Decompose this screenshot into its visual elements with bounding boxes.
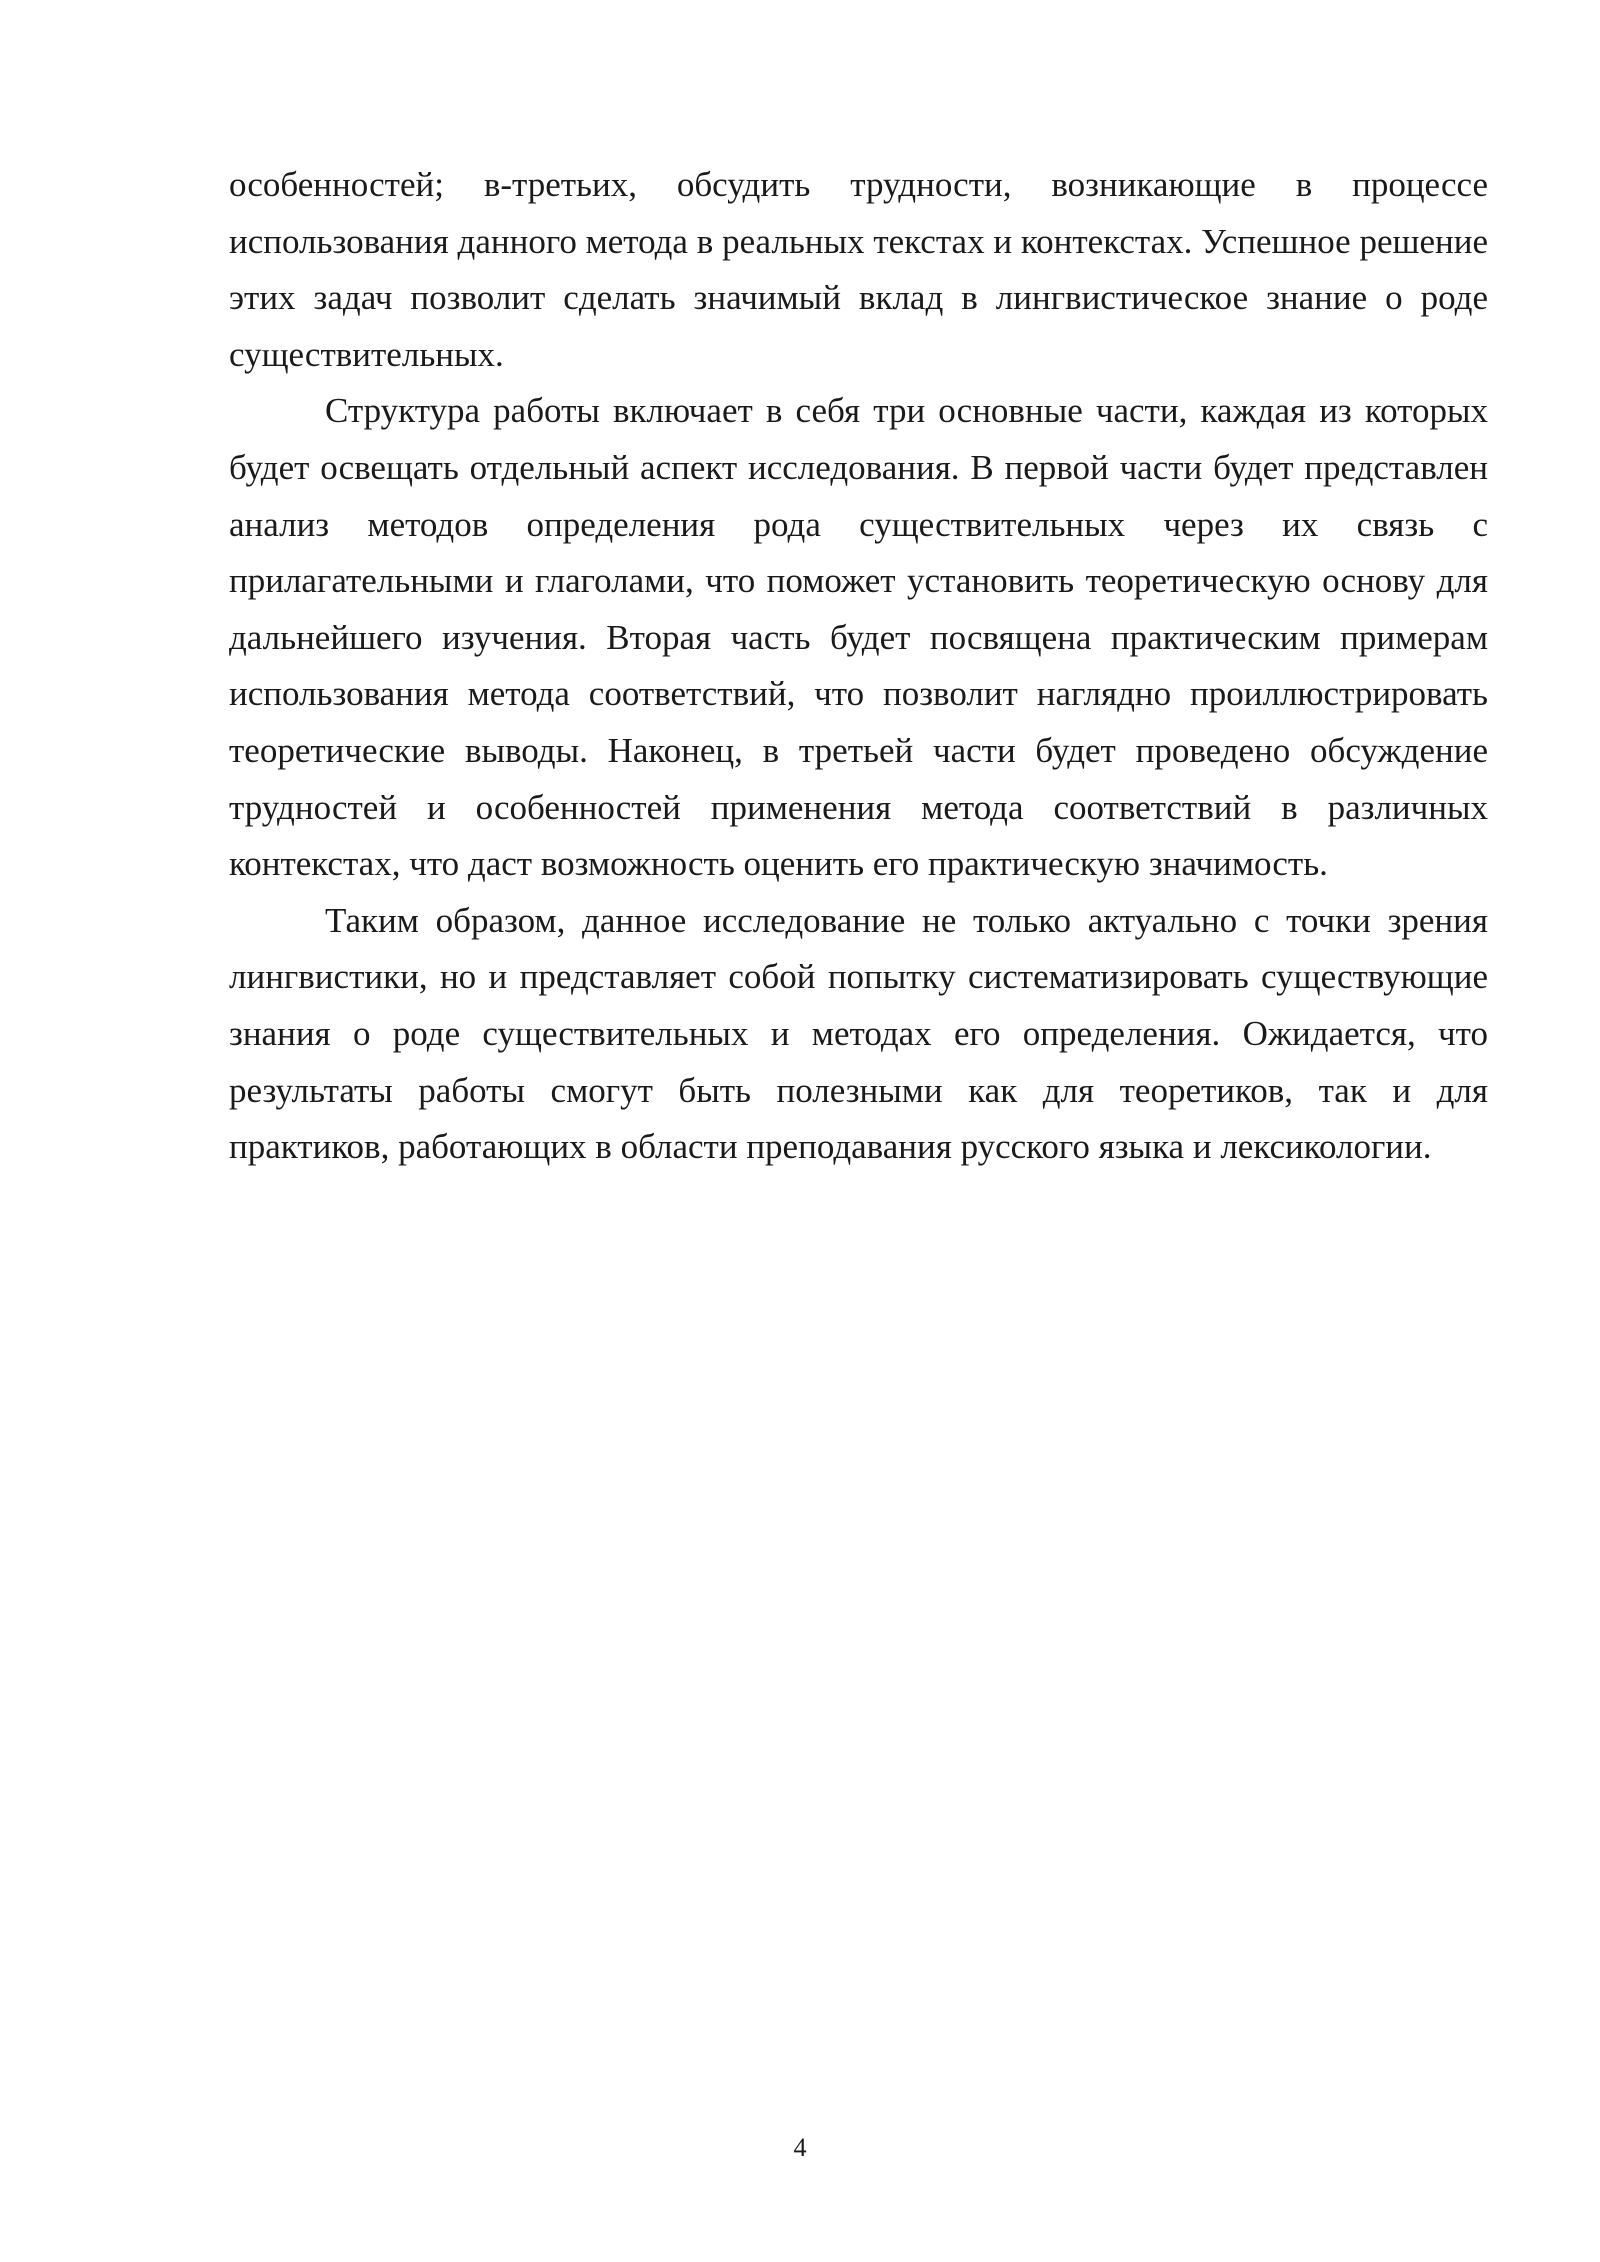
paragraph-structure: Структура работы включает в себя три основные части, каждая из которых будет освещать отдельный аспект исследования. В первой части будет представлен анализ методов определения рода существительных через их связь с прилагательными и глаголами, что поможет установить теоретическую основу для дальнейшего изучения. Вторая часть будет посвящена практическим примерам использования метода соответствий, что позволит наглядно проиллюстрировать теоретические выводы. Наконец, в третьей части будет проведено обсуждение трудностей и особенностей применения метода соответствий в различных контекстах, что даст возможность оценить его практическую значимость.: [229, 391, 1488, 884]
paragraph-conclusion: Таким образом, данное исследование не только актуально с точки зрения лингвистики, но и представляет собой попытку систематизировать существующие знания о роде существительных и методах его определения. Ожидается, что результаты работы смогут быть полезными как для теоретиков, так и для практиков, работающих в области преподавания русского языка и лексикологии.: [229, 900, 1488, 1167]
paragraph-continuation: особенностей; в-третьих, обсудить трудности, возникающие в процессе использования данного метода в реальных текстах и контекстах. Успешное решение этих задач позволит сделать значимый вклад в лингвистическое знание о роде существительных.: [229, 165, 1488, 374]
body-text: [229, 157, 1488, 1176]
page-number: 4: [793, 2133, 807, 2162]
